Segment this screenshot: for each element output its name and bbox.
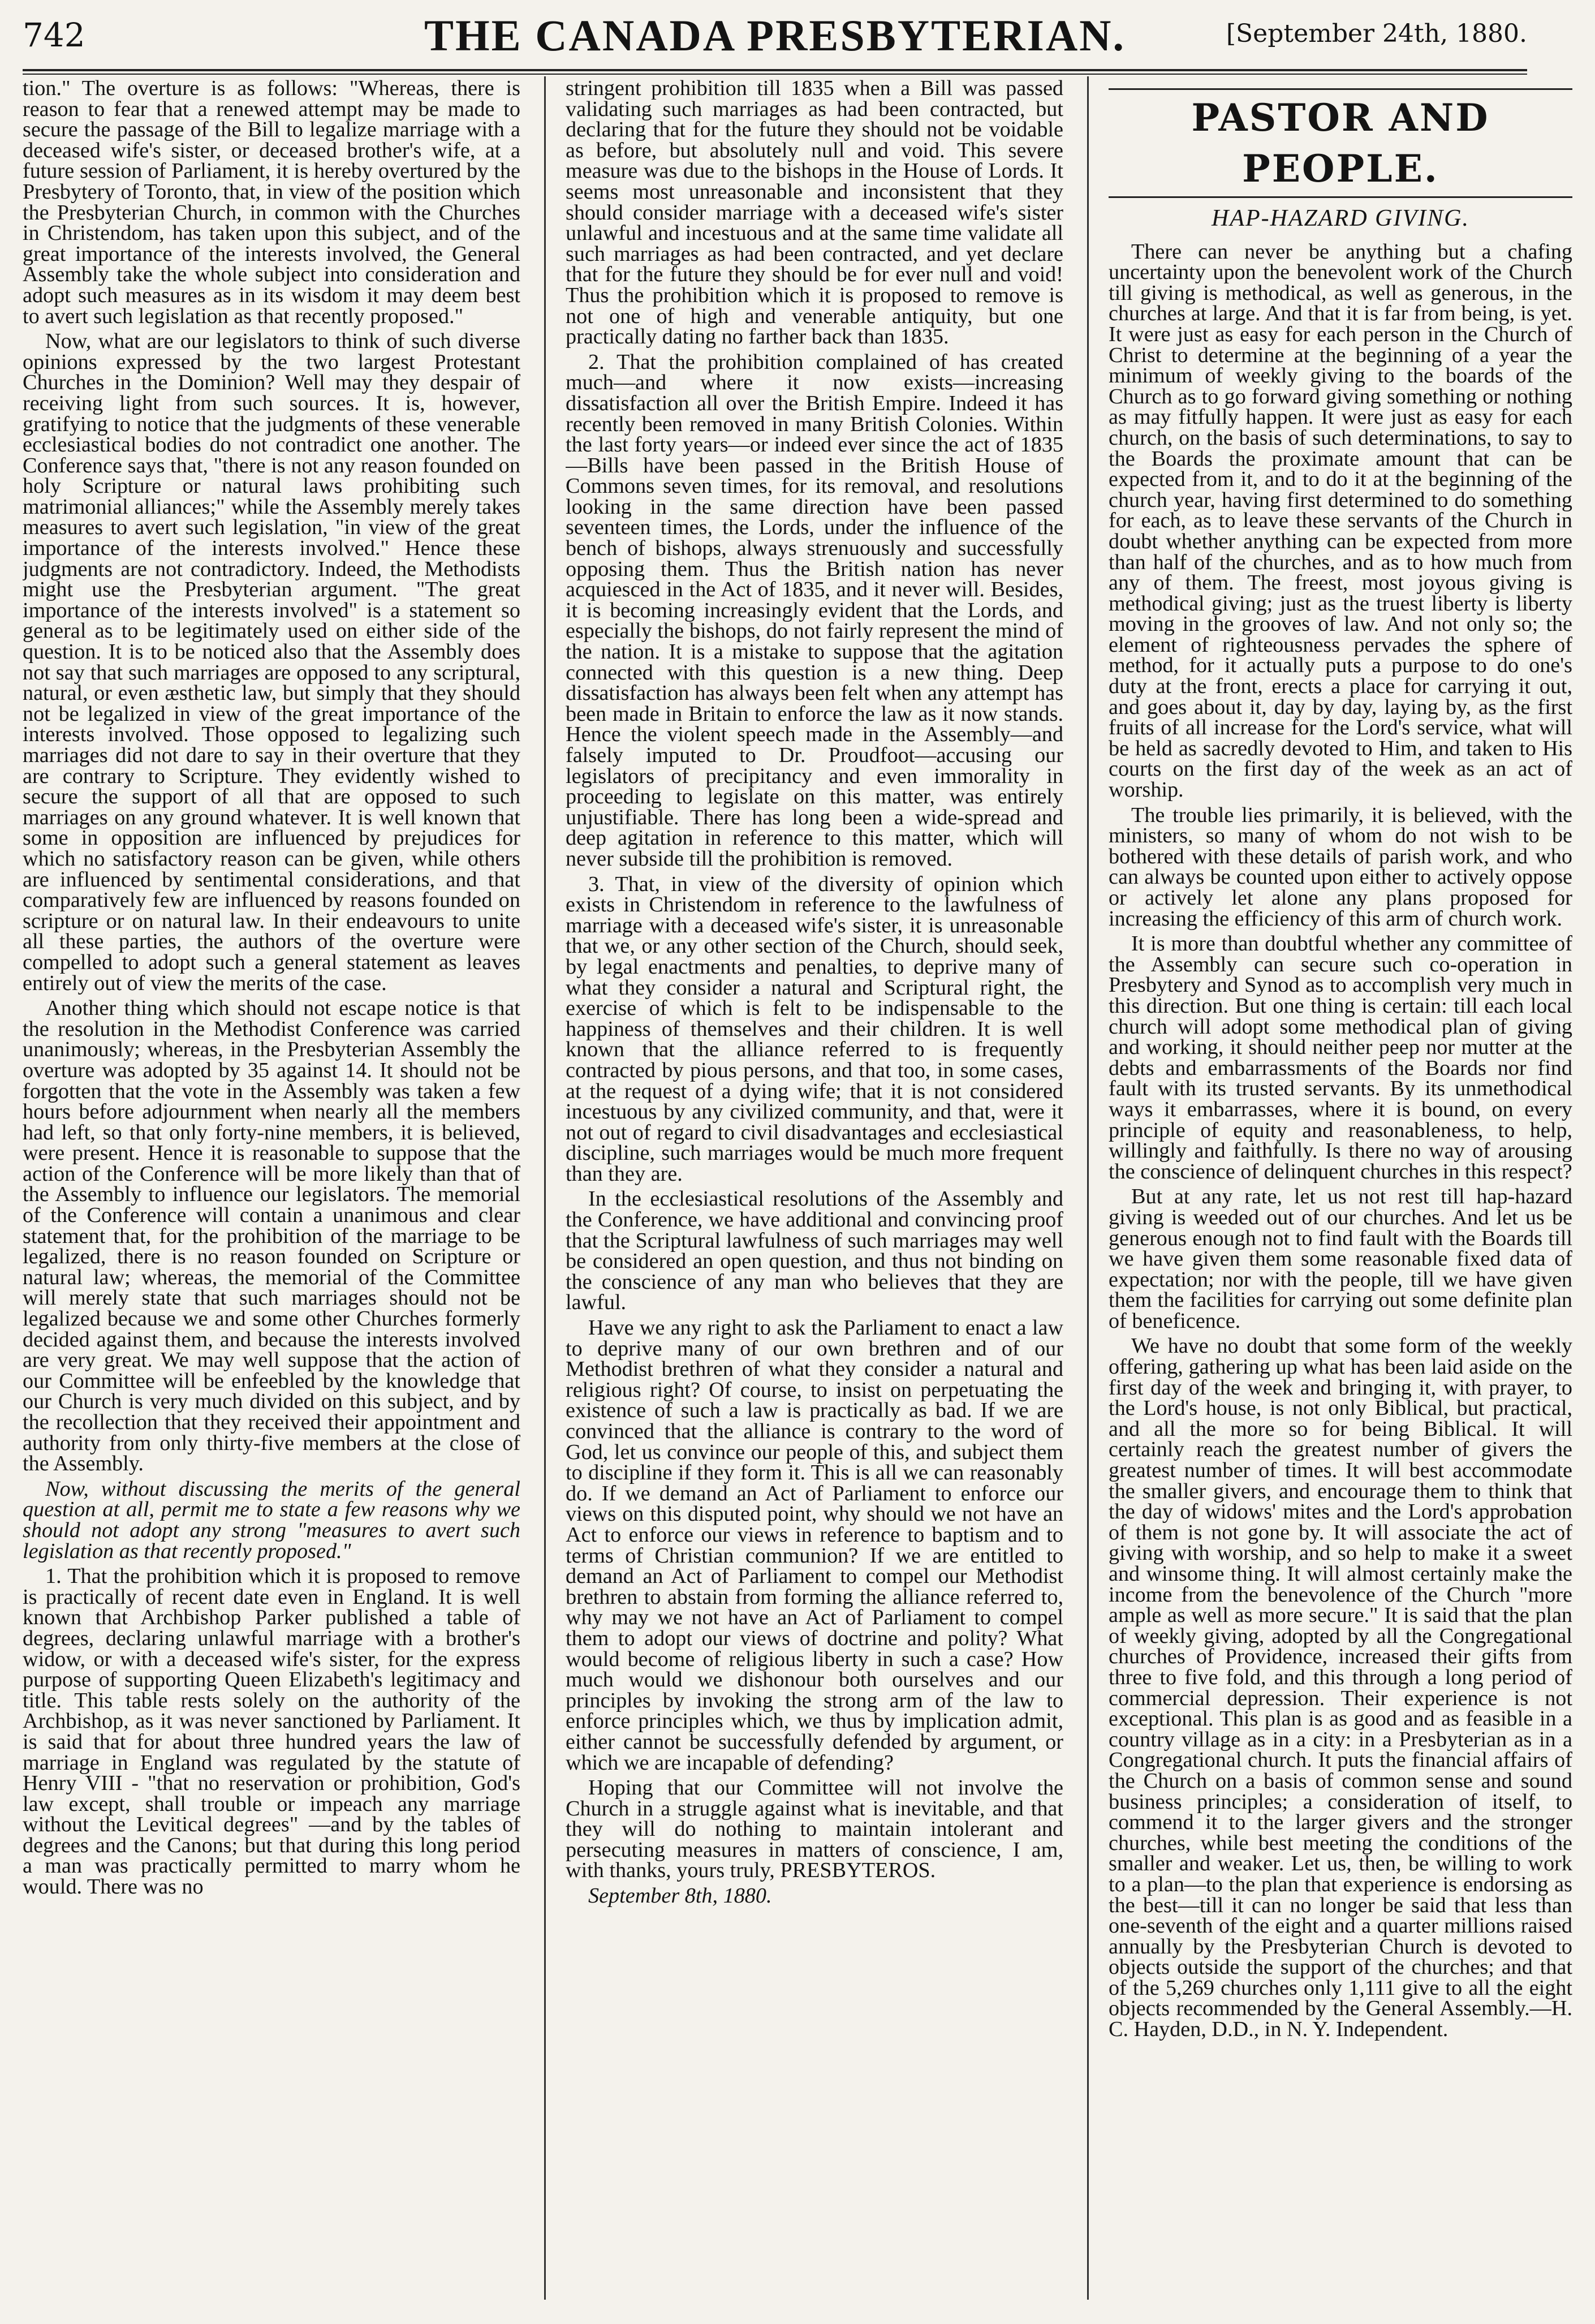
column-divider (544, 76, 546, 2300)
article-title: HAP-HAZARD GIVING. (1212, 205, 1469, 231)
paragraph: stringent prohibition till 1835 when a Bill was passed validating such marriages as had been contracted, but declaring that for the future they should not be voidable as before, but absolutely null and void. This severe measure was due to the bishops in the House of Lords. It seems most unreasonable and inconsistent that they should consider marriage with a deceased wife's sister unlawful and incestuous and at the same time validate all such marriages as had been contracted, and yet declare that for the future they should be for ever null and void! Thus the prohibition which it is proposed to remove is not one of high and venerable antiquity, but one practically dating no farther back than 1835. (566, 78, 1063, 349)
paragraph: But at any rate, let us not rest till hap-hazard giving is weeded out of our churches. And let us be generous enough not to find fault with the Boards till we have given them some reasonable fixed data of expectation; nor with the people, till we have given them the facilities for carrying out some definite plan of beneficence. (1109, 1185, 1572, 1333)
paragraph: We have no doubt that some form of the weekly offering, gathering up what has been laid aside on the first day of the week and bringing it, with prayer, to the Lord's house, is not only Biblical, but practical, and all the more so for being Biblical. It will certainly reach the greatest number of givers the greatest number of times. It will best accommodate the smaller givers, and encourage them to think that the day of widows' mites and the Lord's approbation of them is not gone by. It will associate the act of giving with worship, and so help to make it a sweet and winsome thing. It will almost certainly make the income from the benevolence of the Church "more ample as well as more secure." It is said that the plan of weekly giving, adopted by all the Congregational churches of Providence, increased their gifts from three to five fold, and this through a long period of commercial depression. Their experience is not exceptional. This plan is as good and as feasible in a country village as in a city: in a Presbyterian as in a Congregational church. It puts the financial affairs of the Church on a basis of common sense and sound business principles; a consideration of itself, to commend it to the larger givers and the stronger churches, while best meeting the conditions of the smaller and weaker. Let us, then, be willing to work to a plan—to the plan that experience is endorsing as the best—till it can no longer be said that less than one-seventh of the eight and a quarter millions raised annually by the Presbyterian Church is devoted to objects outside the support of the churches; and that of the 5,269 churches only 1,111 give to all the eight objects recommended by the General Assembly.—H. C. Hayden, D.D., in N. Y. Independent. (1109, 1334, 1572, 2042)
paragraph: Now, what are our legislators to think of such diverse opinions expressed by the two largest Protestant Churches in the Dominion? Well may they despair of receiving light from such sources. It is, however, gratifying to notice that the judgments of these venerable ecclesiastical bodies do not contradict one another. The Conference says that, "there is not any reason founded on holy Scripture or natural laws prohibiting such matrimonial alliances;" while the Assembly merely takes measures to avert such legislation, "in view of the great importance of the interests involved." Hence these judgments are not contradictory. Indeed, the Methodists might use the Presbyterian argument. "The great importance of the interests involved" is a statement so general as to be legitimately used on either side of the question. It is to be noticed also that the Assembly does not say that such marriages are opposed to any scriptural, natural, or even æsthetic law, but simply that they should not be legalized in view of the great importance of the interests involved. Those opposed to legalizing such marriages did not dare to say in their overture that they are contrary to Scripture. They evidently wished to secure the support of all that are opposed to such marriages on any ground whatever. It is well known that some in opposition are influenced by prejudices for which no satisfactory reason can be given, while others are influenced by sentimental considerations, and that comparatively few are influenced by reasons founded on scripture or on natural law. In their endeavours to unite all these parties, the authors of the overture were compelled to adopt such a general statement as leaves entirely out of view the merits of the case. (23, 329, 520, 995)
paragraph: tion." The overture is as follows: "Whereas, there is reason to fear that a renewed attempt may be made to secure the passage of the Bill to legalize marriage with a deceased wife's sister, or deceased brother's wife, at a future session of Parliament, it is hereby overtured by the Presbytery of Toronto, that, in view of the position which the Presbyterian Church, in common with the Churches in Christendom, has taken upon this subject, and of the great importance of the interests involved, the General Assembly take the whole subject into consideration and adopt such measures as in its wisdom it may deem best to avert such legislation as that recently proposed." (23, 78, 520, 328)
page-header (23, 0, 1527, 71)
header-rule (23, 69, 1527, 71)
paragraph: It is more than doubtful whether any committee of the Assembly can secure such co-operation in Presbytery and Synod as to accomplish very much in this direction. But one thing is certain: till each local church will adopt some methodical plan of giving and working, it should neither peep nor mutter at the debts and embarrassments of the Boards nor find fault with its trusted servants. By its unmethodical ways it embarrasses, where it is bound, on every principle of equity and reasonableness, to help, willingly and faithfully. Is there no way of arousing the conscience of delinquent churches in this respect? (1109, 932, 1572, 1183)
column-middle (566, 78, 1063, 2296)
column-left (23, 78, 520, 2296)
page-number: 742 (23, 16, 85, 54)
letter-date: September 8th, 1880. (588, 1884, 772, 1908)
paragraph: Another thing which should not escape notice is that the resolution in the Methodist Conference was carried unanimously; whereas, in the Presbyterian Assembly the overture was adopted by 35 against 14. It should not be forgotten that the vote in the Assembly was taken a few hours before adjournment when nearly all the members had left, so that only forty-nine members, it is believed, were present. Hence it is reasonable to suppose that the action of the Conference will be more likely than that of the Assembly to influence our legislators. The memorial of the Conference will contain a unanimous and clear statement that, for the prohibition of the marriage to be legalized, there is no reason founded on Scripture or natural law; whereas, the memorial of the Committee will merely state that such marriages should not be legalized because we and some other Churches formerly decided against them, and because the interests involved are very great. We may well suppose that the action of our Committee will be enfeebled by the knowledge that our Church is very much divided on this subject, and by the recollection that they received their appointment and authority from only thirty-five members at the close of the Assembly. (23, 996, 520, 1476)
column-right (1109, 85, 1572, 2303)
paragraph: Hoping that our Committee will not involve the Church in a struggle against what is inevitable, and that they will do nothing to maintain intolerant and persecuting measures in matters of conscience, I am, with thanks, yours truly, PRESBYTEROS. (566, 1776, 1063, 1883)
paragraph: 3. That, in view of the diversity of opinion which exists in Christendom in reference to the lawfulness of marriage with a deceased wife's sister, it is unreasonable that we, or any other section of the Church, should seek, by legal enactments and penalties, to deprive many of what they consider a natural and Scriptural right, the exercise of which is felt to be indispensable to the happiness of themselves and their children. It is well known that the alliance referred to is frequently contracted by pious persons, and that too, in some cases, at the request of a dying wife; that it is not considered incestuous by any civilized community, and that, were it not out of regard to civil disadvantages and ecclesiastical discipline, such marriages would be much more frequent than they are. (566, 872, 1063, 1186)
paragraph: Have we any right to ask the Parliament to enact a law to deprive many of our own brethren and of our Methodist brethren of what they consider a natural and religious right? Of course, to insist on perpetuating the existence of such a law is practically as bad. If we are convinced that the alliance is contrary to the word of God, let us convince our people of this, and subject them to discipline if they form it. This is all we can reasonably do. If we demand an Act of Parliament to enforce our views on this disputed point, why should we not have an Act to enforce our views in reference to baptism and to terms of Christian communion? If we are entitled to demand an Act of Parliament to compel our Methodist brethren to abstain from forming the alliance referred to, why may we not have an Act of Parliament to compel them to adopt our views of doctrine and polity? What would become of religious liberty in such a case? How much would we dishonour both ourselves and our principles by invoking the strong arm of the law to enforce principles which, we thus by implication admit, either cannot be successfully defended by argument, or which we are incapable of defending? (566, 1316, 1063, 1775)
paragraph: 1. That the prohibition which it is proposed to remove is practically of recent date even in England. It is well known that Archbishop Parker published a table of degrees, declaring unlawful marriage with a brother's widow, or with a deceased wife's sister, for the express purpose of supporting Queen Elizabeth's legitimacy and title. This table rests solely on the authority of the Archbishop, as it was never sanctioned by Parliament. It is said that for about three hundred years the law of marriage in England was regulated by the statute of Henry VIII - "that no reservation or prohibition, God's law except, shall trouble or impeach any marriage without the Levitical degrees" —and by the tables of degrees and the Canons; but that during this long period a man was practically permitted to marry whom he would. There was no (23, 1564, 520, 1899)
masthead-title: THE CANADA PRESBYTERIAN. (424, 11, 1126, 60)
header-rule-thin (23, 74, 1527, 75)
paragraph: Now, without discussing the merits of the general question at all, permit me to state a few reasons why we should not adopt any strong "measures to avert such legislation as that recently proposed." (23, 1477, 520, 1563)
section-title: PASTOR AND PEOPLE. (1109, 88, 1572, 198)
paragraph: There can never be anything but a chafing uncertainty upon the benevolent work of the Church till giving is methodical, as well as generous, in the churches at large. And that it is far from being, is yet. It were just as easy for each person in the Church of Christ to determine at the beginning of a year the minimum of weekly giving to the boards of the Church as to go forward giving something or nothing as may fitfully happen. It were just as easy for each church, on the basis of such determinations, to say to the Boards the proximate amount that can be expected from it, and to do it at the beginning of the church year, having first determined to do something for each, as to leave these servants of the Church in doubt whether anything can be expected from more than half of the churches, and as to how much from any of them. The freest, most joyous giving is methodical giving; just as the truest liberty is liberty moving in the grooves of law. And not only so; the element of righteousness pervades the sphere of method, for it actually puts a purpose to do one's duty at the front, erects a place for carrying it out, and goes about it, day by day, laying by, as the first fruits of all increase for the Lord's service, what will be held as sacredly devoted to Him, and taken to His courts on the first day of the week as an act of worship. (1109, 239, 1572, 802)
issue-date: [September 24th, 1880. (1226, 19, 1527, 48)
paragraph: The trouble lies primarily, it is believed, with the ministers, so many of whom do not wish to be bothered with these details of parish work, and who can always be counted upon either to actively oppose or actively let alone any plans proposed for increasing the efficiency of this arm of church work. (1109, 803, 1572, 931)
paragraph: 2. That the prohibition complained of has created much—and where it now exists—increasing dissatisfaction all over the British Empire. Indeed it has recently been removed in many British Colonies. Within the last forty years—or indeed ever since the act of 1835—Bills have been passed in the British House of Commons seven times, for its removal, and resolutions looking in the same direction have been passed seventeen times, the Lords, under the influence of the bench of bishops, always strenuously and successfully opposing them. Thus the British nation has never acquiesced in the Act of 1835, and it never will. Besides, it is becoming increasingly evident that the Lords, and especially the bishops, do not fairly represent the mind of the nation. It is a mistake to suppose that the agitation connected with this question is a new thing. Deep dissatisfaction has always been felt when any attempt has been made in Britain to enforce the law as it now stands. Hence the violent speech made in the Assembly—and falsely imputed to Dr. Proudfoot—accusing our legislators of precipitancy and even immorality in proceeding to legislate on this matter, was entirely unjustifiable. There has long been a wide-spread and deep agitation in reference to this matter, which will never subside till the prohibition is removed. (566, 350, 1063, 871)
paragraph: In the ecclesiastical resolutions of the Assembly and the Conference, we have additional and convincing proof that the Scriptural lawfulness of such marriages may well be considered an open question, and thus not binding on the conscience of any man who believes that they are lawful. (566, 1187, 1063, 1315)
column-divider (1087, 76, 1089, 2300)
